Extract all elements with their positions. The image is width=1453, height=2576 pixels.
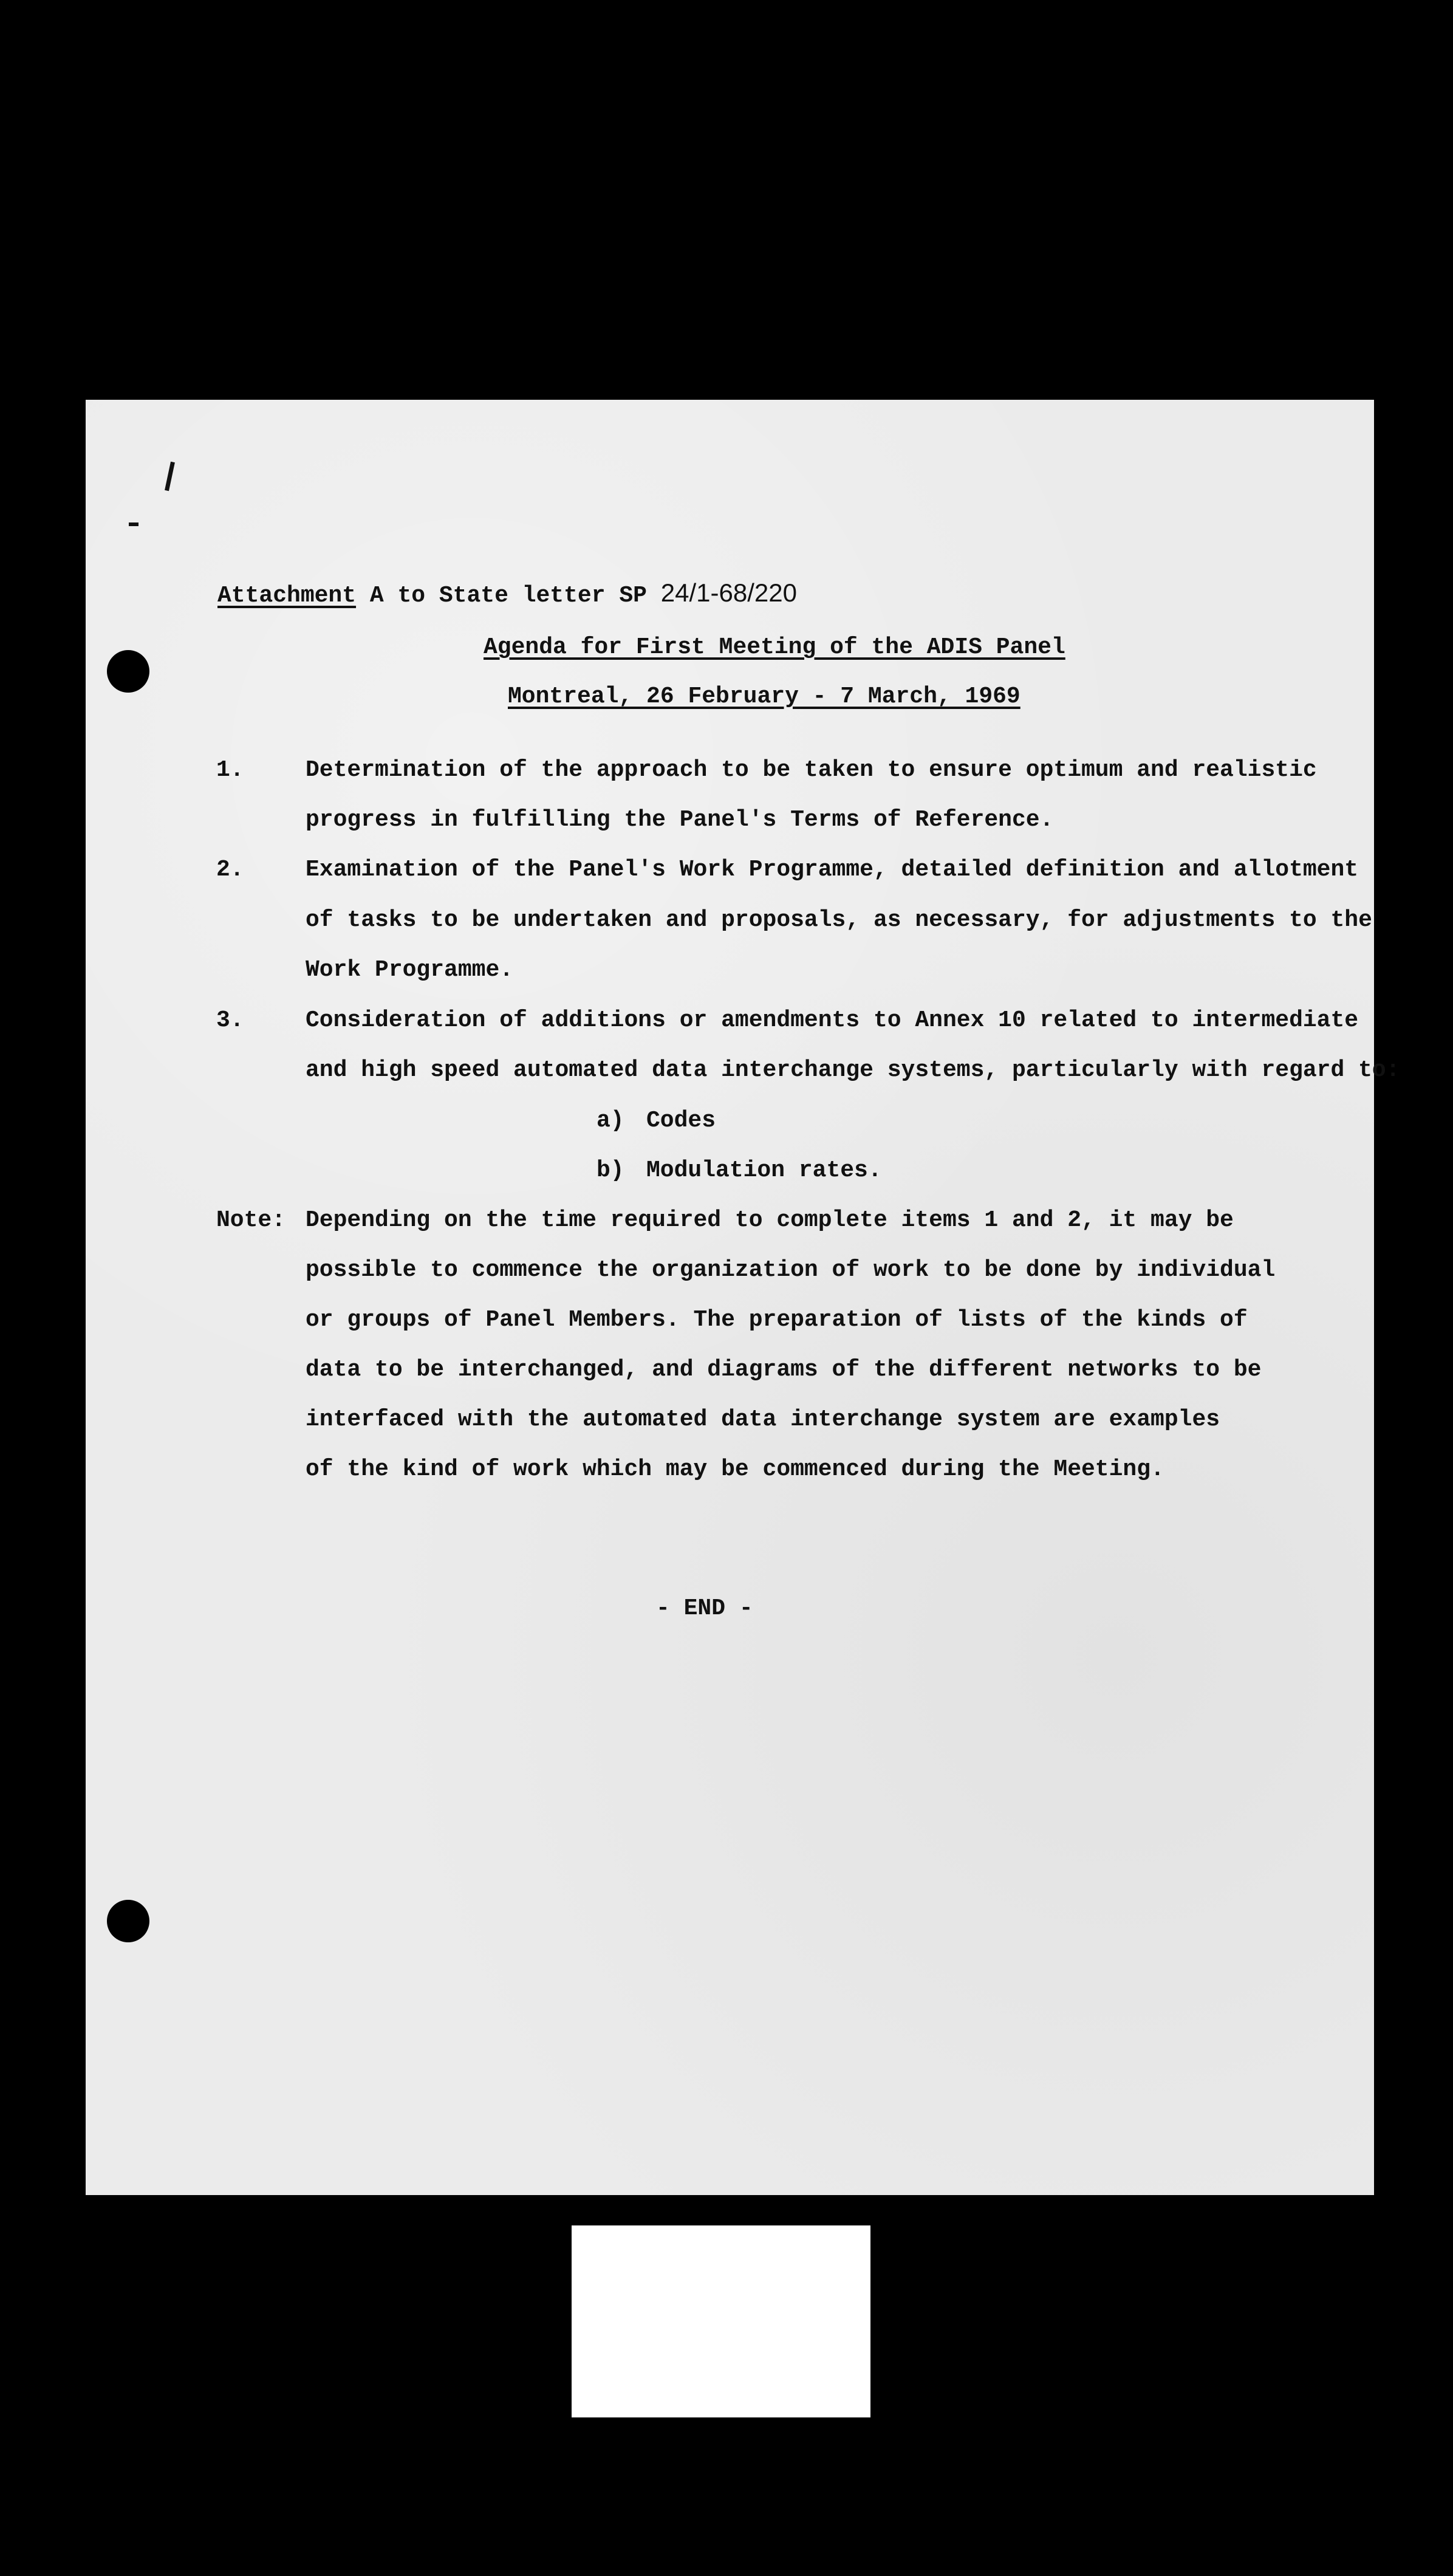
item-line: and high speed automated data interchange systems, particularly with regard to: [306,1057,1400,1083]
punch-hole-bottom [107,1900,149,1942]
subitem-label: b) [597,1157,624,1184]
note-line: data to be interchanged, and diagrams of the different networks to be [306,1357,1262,1383]
item-line: Work Programme. [306,957,514,983]
attachment-rest: A to State letter SP [369,583,647,609]
punch-hole-top [107,650,149,693]
end-marker: - END - [656,1595,753,1622]
reference-number: 24/1-68/220 [660,578,797,607]
note-line: or groups of Panel Members. The preparation of lists of the kinds of [306,1307,1248,1333]
document-page [86,400,1374,2195]
note-line: Depending on the time required to complete items 1 and 2, it may be [306,1207,1234,1233]
item-line: Determination of the approach to be taken to ensure optimum and realistic [306,757,1317,783]
note-line: of the kind of work which may be commenced during the Meeting. [306,1456,1164,1482]
item-number: 3. [216,1007,244,1033]
subitem-text: Codes [646,1108,716,1134]
attachment-line [217,580,797,608]
subitem-text: Modulation rates. [646,1157,882,1184]
item-line: progress in fulfilling the Panel's Terms of Reference. [306,807,1054,833]
note-label: Note: [216,1207,286,1233]
item-number: 2. [216,857,244,883]
meeting-dates: Montreal, 26 February - 7 March, 1969 [508,683,1021,710]
item-line: Consideration of additions or amendments to Annex 10 related to intermediate [306,1007,1359,1033]
agenda-title: Agenda for First Meeting of the ADIS Panel [484,634,1065,660]
item-line: of tasks to be undertaken and proposals, as necessary, for adjustments to the [306,907,1372,933]
white-label-card [572,2225,870,2417]
subitem-label: a) [597,1108,624,1134]
attachment-word: Attachment [217,583,357,609]
item-line: Examination of the Panel's Work Programme, detailed definition and allotment [306,857,1359,883]
note-line: possible to commence the organization of work to be done by individual [306,1257,1276,1283]
pen-mark-small [129,522,138,526]
item-number: 1. [216,757,244,783]
note-line: interfaced with the automated data interchange system are examples [306,1406,1220,1433]
